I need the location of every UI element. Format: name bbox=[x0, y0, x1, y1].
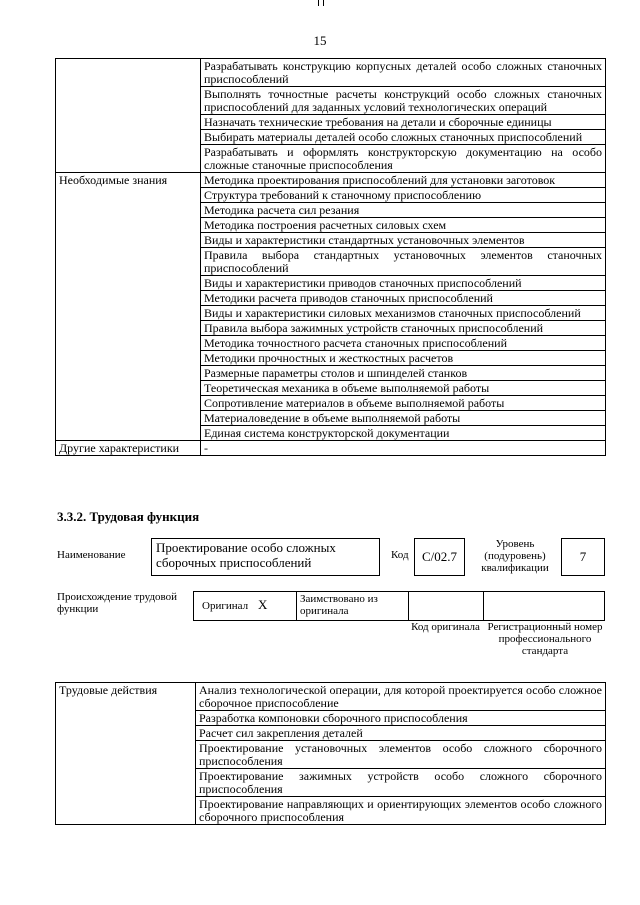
table-cell: Назначать технические требования на детали и сборочные единицы bbox=[201, 115, 606, 130]
level-box bbox=[561, 538, 605, 576]
code-label: Код bbox=[391, 549, 409, 561]
origin-divider-3 bbox=[483, 592, 484, 620]
table-cell: Сопротивление материалов в объеме выполняемой работы bbox=[201, 396, 606, 411]
table-cell: Правила выбора зажимных устройств станочных приспособлений bbox=[201, 321, 606, 336]
table-cell: Расчет сил закрепления деталей bbox=[196, 726, 606, 741]
table-cell: Разработка компоновки сборочного приспособления bbox=[196, 711, 606, 726]
table-row bbox=[56, 173, 606, 188]
table-cell: Выполнять точностные расчеты конструкций особо сложных станочных приспособлений для заданных условий технологических операций bbox=[201, 87, 606, 115]
function-name-box bbox=[151, 538, 380, 576]
labor-actions-label: Трудовые действия bbox=[56, 683, 196, 825]
function-code-box bbox=[414, 538, 465, 576]
table-cell: Методика расчета сил резания bbox=[201, 203, 606, 218]
level-label: Уровень (подуровень) квалификации bbox=[481, 538, 549, 574]
code-original-caption: Код оригинала bbox=[411, 621, 480, 633]
table-cell: Разрабатывать и оформлять конструкторскую документацию на особо сложные станочные приспособления bbox=[201, 145, 606, 173]
table-cell: Виды и характеристики силовых механизмов станочных приспособлений bbox=[201, 306, 606, 321]
page-number: 15 bbox=[313, 33, 327, 48]
table-cell: - bbox=[201, 441, 606, 456]
table-cell: Методика построения расчетных силовых схем bbox=[201, 218, 606, 233]
table-cell: Анализ технологической операции, для которой проектируется особо сложное сборочное приспособление bbox=[196, 683, 606, 711]
table-cell: Разрабатывать конструкцию корпусных деталей особо сложных станочных приспособлений bbox=[201, 59, 606, 87]
table-cell: Проектирование направляющих и ориентирующих элементов особо сложного сборочного приспособления bbox=[196, 797, 606, 825]
section-title: 3.3.2. Трудовая функция bbox=[57, 509, 200, 524]
original-mark: X bbox=[258, 597, 268, 612]
origin-box bbox=[193, 591, 605, 621]
table-row bbox=[56, 683, 606, 711]
table-cell: Единая система конструкторской документации bbox=[201, 426, 606, 441]
table-cell: Правила выбора стандартных установочных элементов станочных приспособлений bbox=[201, 248, 606, 276]
table-cell: Методики прочностных и жесткостных расчетов bbox=[201, 351, 606, 366]
labor-actions-table bbox=[55, 682, 606, 825]
origin-label: Происхождение трудовой функции bbox=[57, 591, 178, 615]
table-cell: Структура требований к станочному приспособлению bbox=[201, 188, 606, 203]
table-cell: Проектирование зажимных устройств особо сложного сборочного приспособления bbox=[196, 769, 606, 797]
origin-divider-1 bbox=[296, 592, 297, 620]
table-cell: Размерные параметры столов и шпинделей станков bbox=[201, 366, 606, 381]
top-crop-mark bbox=[318, 0, 324, 6]
function-name-value: Проектирование особо сложных сборочных приспособлений bbox=[156, 540, 336, 570]
empty-label-cell bbox=[56, 59, 201, 173]
original-label: Оригинал bbox=[202, 600, 249, 612]
table-cell: Виды и характеристики приводов станочных приспособлений bbox=[201, 276, 606, 291]
function-code-value: C/02.7 bbox=[421, 549, 458, 564]
skills-knowledge-table bbox=[55, 58, 606, 456]
level-value: 7 bbox=[579, 549, 587, 564]
table-cell: Методики расчета приводов станочных приспособлений bbox=[201, 291, 606, 306]
table-cell: Теоретическая механика в объеме выполняемой работы bbox=[201, 381, 606, 396]
table-row bbox=[56, 59, 606, 87]
table-cell: Выбирать материалы деталей особо сложных станочных приспособлений bbox=[201, 130, 606, 145]
table-cell: Методика проектирования приспособлений для установки заготовок bbox=[201, 173, 606, 188]
name-label: Наименование bbox=[57, 549, 126, 561]
borrowed-label: Заимствовано из оригинала bbox=[300, 593, 378, 617]
table-cell: Виды и характеристики стандартных установочных элементов bbox=[201, 233, 606, 248]
table-cell: Проектирование установочных элементов особо сложного сборочного приспособления bbox=[196, 741, 606, 769]
reg-number-caption: Регистрационный номер профессионального стандарта bbox=[487, 621, 603, 657]
table-cell: Материаловедение в объеме выполняемой работы bbox=[201, 411, 606, 426]
table-row bbox=[56, 441, 606, 456]
origin-divider-2 bbox=[408, 592, 409, 620]
table-cell: Методика точностного расчета станочных приспособлений bbox=[201, 336, 606, 351]
knowledge-label: Необходимые знания bbox=[56, 173, 201, 441]
other-label: Другие характеристики bbox=[56, 441, 201, 456]
